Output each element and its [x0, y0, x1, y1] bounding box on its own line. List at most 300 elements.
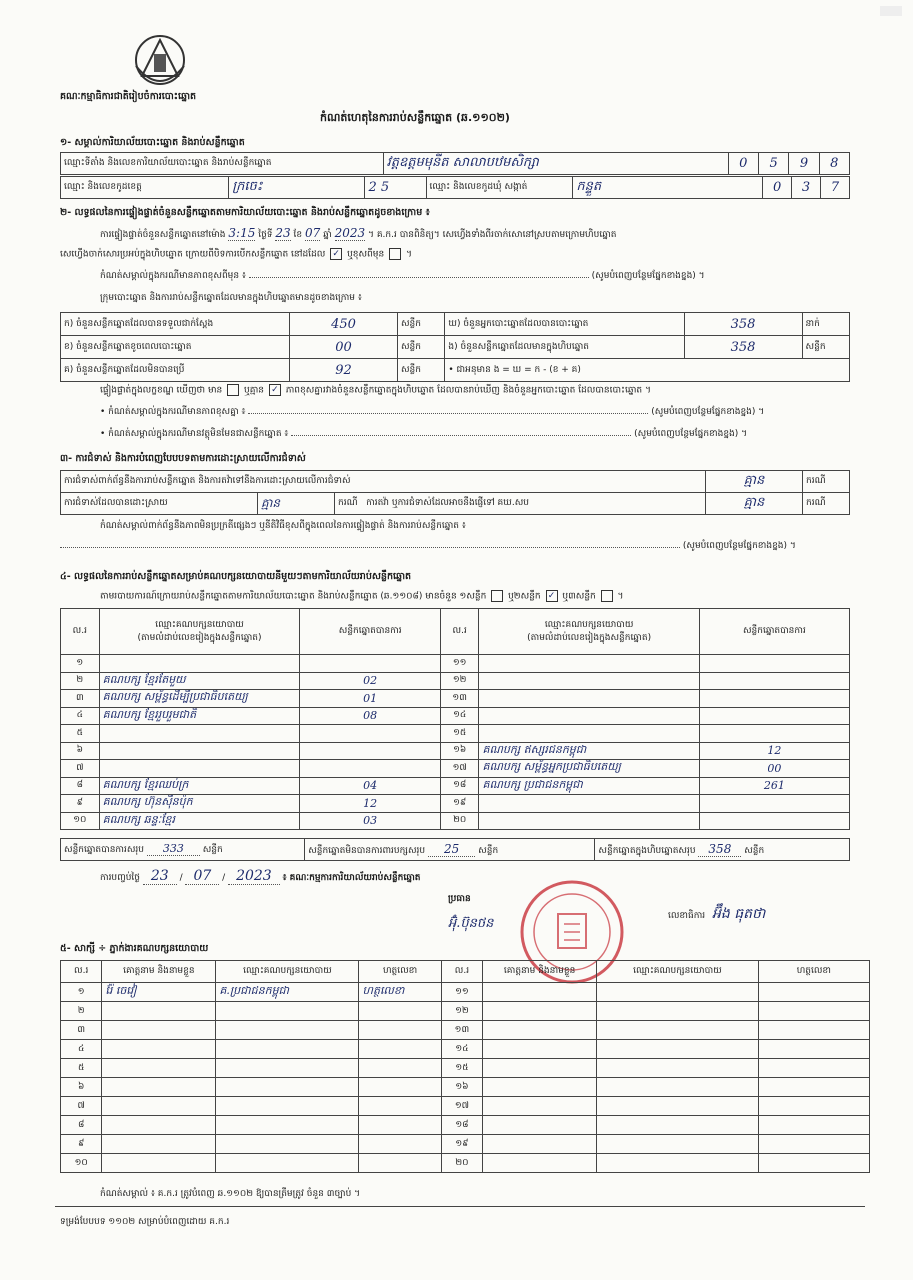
text: (សូមបំពេញបន្ថែមផ្នែកខាងខ្នង) ។	[651, 407, 765, 417]
row-number: ៦	[61, 742, 100, 760]
party-name: គណបក្ស សម្ព័ន្ធអ្នកប្រជាធិបតេយ្យ	[479, 760, 699, 778]
col-no: ល.រ	[61, 961, 102, 983]
code-digit: 0	[728, 153, 758, 175]
party-name: គណបក្ស ខ្មែរឈប់ក្រ	[99, 777, 300, 795]
col-no: ល.រ	[441, 961, 482, 983]
witness-signature	[359, 1097, 441, 1116]
secretary-signature: អ៊ឹង ធុតថា	[712, 906, 766, 922]
has-difference-checkbox[interactable]	[227, 384, 239, 396]
month-value: 07	[305, 226, 321, 240]
party-name: គណបក្ស ខ្មែររួបរួមជាតិ	[99, 707, 300, 725]
row-number: ៧	[61, 1097, 102, 1116]
witness-party	[597, 1078, 759, 1097]
witness-party	[216, 1002, 359, 1021]
text: ការបញ្ចប់ថ្ងៃ	[100, 873, 140, 883]
text: សន្លឹកឆ្នោតក្នុងហិបឆ្នោតសរុប	[598, 845, 696, 856]
col-party: ឈ្មោះគណបក្សនយោបាយ	[216, 961, 359, 983]
case-label: ករណី	[338, 498, 358, 508]
blank-line	[60, 547, 680, 548]
objection-label: ការជំទាស់ពាក់ព័ន្ធនឹងការរាប់សន្លឹកឆ្នោត និងការតវ៉ាទៅនឹងការដោះស្រាយលើការជំទាស់	[61, 471, 706, 493]
table-row	[61, 742, 850, 760]
unused-label: គ) ចំនួនសន្លឹកឆ្នោតដែលមិនបានប្រើ	[61, 359, 290, 382]
verification-paragraph	[100, 226, 616, 242]
text: (តាមលំដាប់លេខរៀងក្នុងសន្លឹកឆ្នោត)	[527, 632, 652, 643]
vote-count: 01	[300, 690, 440, 708]
valid-total	[61, 839, 305, 861]
col-votes: សន្លឹកឆ្នោតបានការ	[300, 609, 440, 655]
no-difference-checkbox[interactable]: ✓	[269, 384, 281, 396]
table-row	[61, 1135, 870, 1154]
witness-signature	[359, 1002, 441, 1021]
section-1-heading: ១- សម្គាល់ការិយាល័យបោះឆ្នោត និងរាប់សន្លឹកឆ្នោត	[60, 137, 245, 148]
text: • កំណត់សម្គាល់ក្នុងករណីមានភាពខុសគ្នា ៖	[100, 407, 246, 417]
text: សន្លឹកឆ្នោតមិនបានការពារបក្សសរុប	[308, 845, 426, 856]
witness-name	[483, 1116, 597, 1135]
party-name	[99, 655, 300, 673]
party-name	[479, 812, 699, 830]
witness-party	[597, 1154, 759, 1173]
footnote: កំណត់សម្គាល់ ៖ គ.ក.រ ត្រូវបំពេញ ឆ.១១០២ ឱ្យបានត្រឹមត្រូវ ចំនួន ៣ច្បាប់ ។	[100, 1189, 361, 1199]
witness-party	[597, 1021, 759, 1040]
row-number: ៤	[61, 707, 100, 725]
row-number: ១៦	[441, 1078, 482, 1097]
section-2-heading: ២- លទ្ធផលនៃការផ្ទៀងផ្ទាត់ចំនួនសន្លឹកឆ្នោតតាមការិយាល័យបោះឆ្នោត និងរាប់សន្លឹកឆ្នោតដូចខាងក្រោម ៖	[60, 207, 430, 218]
party-name: គណបក្ស ហ៊ុនស៊ីនប៉ុក	[99, 795, 300, 813]
vote-count	[699, 725, 849, 743]
irregularity-line	[60, 540, 850, 553]
objection-table	[60, 470, 850, 515]
witness-party	[216, 1116, 359, 1135]
text: ឬ៣សន្លឹក	[562, 591, 596, 602]
code-digit: 7	[821, 177, 850, 199]
row-number: ១៧	[441, 1097, 482, 1116]
row-number: ៧	[61, 760, 100, 778]
row-number: ១០	[61, 812, 100, 830]
col-votes: សន្លឹកឆ្នោតបានការ	[699, 609, 849, 655]
section-3-heading: ៣- ការជំទាស់ និងការបំពេញបែបបទតាមការដោះស្រាយលើការជំទាស់	[60, 453, 306, 464]
vote-count: 261	[699, 777, 849, 795]
in-box-value: 358	[684, 336, 802, 359]
witness-party	[216, 1040, 359, 1059]
table-row	[61, 655, 850, 673]
text: ឬខុសពីមុន	[347, 249, 385, 260]
witness-name	[483, 1097, 597, 1116]
table-row	[61, 1154, 870, 1173]
text: ថ្ងៃទី	[258, 230, 273, 240]
row-number: ៥	[61, 1059, 102, 1078]
col-party: ឈ្មោះគណបក្សនយោបាយ	[597, 961, 759, 983]
valid-total-value: 333	[147, 842, 200, 856]
spoiled-value: 00	[290, 336, 398, 359]
witness-party	[216, 1078, 359, 1097]
witness-signature	[758, 1097, 869, 1116]
witness-signature	[359, 1078, 441, 1097]
vote-count	[699, 672, 849, 690]
chair-label: ប្រធាន	[448, 894, 471, 904]
col-sign: ហត្ថលេខា	[758, 961, 869, 983]
text: (សូមបំពេញបន្ថែមផ្នែកខាងខ្នង) ។	[634, 429, 748, 439]
row-number: ១៤	[441, 1040, 482, 1059]
party-name: គណបក្ស ឥស្សរជនកម្ពុជា	[479, 742, 699, 760]
table-row	[61, 1116, 870, 1135]
party-name	[479, 672, 699, 690]
text: (សូមបំពេញបន្ថែមផ្នែកខាងខ្នង) ។	[682, 541, 796, 551]
three-sheet-checkbox[interactable]	[601, 590, 613, 602]
witness-signature	[758, 1154, 869, 1173]
row-number: ៤	[61, 1040, 102, 1059]
witness-party	[597, 1116, 759, 1135]
text: (សូមបំពេញបន្ថែមផ្នែកខាងខ្នង) ។	[591, 271, 705, 281]
two-sheet-checkbox[interactable]: ✓	[546, 590, 558, 602]
table-row	[61, 690, 850, 708]
text: • កំណត់សម្គាល់ក្នុងករណីមានវត្ថុមិនមែនជាសន្លឹកឆ្នោត ៖	[100, 429, 289, 439]
objection-value: គ្មាន	[706, 471, 803, 493]
blank-line	[249, 277, 589, 278]
witness-signature	[758, 1021, 869, 1040]
formula: • ជាអនុមាន ង = ឃ = ក - (ខ + គ)	[445, 359, 850, 382]
witness-signature	[359, 1135, 441, 1154]
witness-signature	[758, 983, 869, 1002]
witness-signature	[758, 1040, 869, 1059]
witness-name	[102, 1002, 216, 1021]
vote-count: 03	[300, 812, 440, 830]
corner-mark	[880, 6, 902, 16]
table-row	[61, 777, 850, 795]
text: ឈ្មោះគណបក្សនយោបាយ	[155, 619, 244, 630]
witness-party	[597, 1002, 759, 1021]
text: ឬ២សន្លឹក	[508, 591, 541, 602]
witness-party	[597, 1059, 759, 1078]
text: ផ្ទៀងផ្ទាត់ក្នុងលក្ខខណ្ឌ ឃើញថា មាន	[100, 385, 223, 396]
unit: សន្លឹក	[397, 359, 444, 382]
witness-party	[216, 1059, 359, 1078]
table-row	[61, 983, 870, 1002]
witness-name	[483, 1135, 597, 1154]
blank-line	[248, 413, 648, 414]
row-number: ៦	[61, 1078, 102, 1097]
witness-party	[597, 1040, 759, 1059]
table-row	[61, 795, 850, 813]
table-row	[61, 672, 850, 690]
page-title: កំណត់ហេតុនៃការរាប់សន្លឹកឆ្នោត (ឆ.១១០២)	[320, 111, 510, 124]
row-number: ៣	[61, 1021, 102, 1040]
text: ការតវ៉ា ឬការជំទាស់ដែលអាចនឹងផ្ញើទៅ គឃ.សប	[366, 498, 529, 508]
footer-divider	[55, 1206, 865, 1207]
irregularity-note: កំណត់សម្គាល់ពាក់ព័ន្ធនឹងភាពមិនប្រក្រតីផ្សេងៗ ឬនីតិវិធីខុសពីក្នុងពេលនៃការផ្ទៀងផ្ទាត់ និងការរាប់សន្លឹកឆ្នោត ៖	[100, 521, 466, 531]
row-number: ១៦	[440, 742, 479, 760]
row-number: ១០	[61, 1154, 102, 1173]
unit: នាក់	[802, 313, 849, 336]
party-name	[479, 725, 699, 743]
witness-name	[483, 1002, 597, 1021]
row-number: ៨	[61, 777, 100, 795]
code-digit: 0	[763, 177, 792, 199]
unit: សន្លឹក	[802, 336, 849, 359]
witness-party	[597, 1097, 759, 1116]
section-1-table-2	[60, 176, 850, 199]
case-label: ករណី	[803, 471, 850, 493]
unit: សន្លឹក	[478, 845, 499, 856]
witness-party	[597, 1135, 759, 1154]
unit: សន្លឹក	[744, 845, 765, 856]
text: តាមរបាយការណ៍ក្រោយរាប់សន្លឹកឆ្នោតតាមការិយាល័យបោះឆ្នោត និងរាប់សន្លឹកឆ្នោត (ឆ.១១០៨) មានចំនួន ១សន្លឹក	[100, 591, 487, 602]
table-row	[61, 1059, 870, 1078]
col-name: គោត្តនាម និងនាមខ្លួន	[102, 961, 216, 983]
party-name	[479, 707, 699, 725]
col-party	[99, 609, 300, 655]
witness-name	[483, 1040, 597, 1059]
chair-signature: អ៊ុំ.ប៊ុនថន	[448, 916, 494, 931]
table-row	[61, 1040, 870, 1059]
table-row	[61, 1097, 870, 1116]
code-digit: 8	[819, 153, 849, 175]
province-value: ក្រចេះ	[229, 177, 365, 199]
text: កំណត់សម្គាល់ក្នុងករណីមានភាពខុសពីមុន ៖	[100, 271, 246, 281]
vote-count: 00	[699, 760, 849, 778]
totals-table	[60, 838, 850, 861]
vote-count	[699, 655, 849, 673]
row-number: ១៧	[440, 760, 479, 778]
seal-paragraph: សេហ្វើងចាក់សោរប្រអប់ក្នុងហិបឆ្នោត ក្រោយពីបិទការបើកសន្លឹកឆ្នោត នៅដដែល ✓ ឬខុសពីមុន ។	[60, 249, 412, 260]
party-name	[99, 742, 300, 760]
vote-count	[300, 742, 440, 760]
witness-name	[102, 1021, 216, 1040]
box-total-value: 358	[698, 842, 741, 857]
witness-name	[102, 1040, 216, 1059]
vote-count	[300, 760, 440, 778]
vote-count: 08	[300, 707, 440, 725]
row-number: ២	[61, 1002, 102, 1021]
row-number: ២០	[441, 1154, 482, 1173]
text: សន្លឹកឆ្នោតបានការសរុប	[64, 845, 144, 855]
year-value: 2023	[334, 226, 366, 240]
witness-signature	[758, 1002, 869, 1021]
text: ការផ្ទៀងផ្ទាត់ចំនួនសន្លឹកឆ្នោតនៅម៉ោង	[100, 230, 226, 240]
difference-note-line	[100, 270, 850, 283]
national-emblem-icon	[128, 26, 192, 90]
table-row	[61, 760, 850, 778]
commune-label: ឈ្មោះ និងលេខកូដឃុំ សង្កាត់	[426, 177, 573, 199]
committee-name: គណៈកម្មាធិការជាតិរៀបចំការបោះឆ្នោត	[60, 91, 197, 102]
spoiled-label: ខ) ចំនួនសន្លឹកឆ្នោតខូចពេលបោះឆ្នោត	[61, 336, 290, 359]
row-number: ១៨	[441, 1116, 482, 1135]
vote-count: 04	[300, 777, 440, 795]
col-no: ល.រ	[61, 609, 100, 655]
bullet-difference	[100, 406, 850, 419]
code-digit: 9	[789, 153, 819, 175]
vote-count	[699, 795, 849, 813]
row-number: ១៥	[440, 725, 479, 743]
witness-name	[483, 983, 597, 1002]
location-value: វត្តឧត្តមមុនីត សាលាបឋមសិក្សា	[383, 153, 728, 175]
vote-count: 12	[300, 795, 440, 813]
text: សេហ្វើងចាក់សោរប្រអប់ក្នុងហិបឆ្នោត ក្រោយពីបិទការបើកសន្លឹកឆ្នោត នៅដដែល	[60, 249, 326, 260]
row-number: ២	[61, 672, 100, 690]
location-label: ឈ្មោះទីតាំង និងលេខការិយាល័យបោះឆ្នោត និងរាប់សន្លឹកឆ្នោត	[61, 153, 384, 175]
province-code: 2 5	[365, 177, 426, 199]
sheets-intro: តាមរបាយការណ៍ក្រោយរាប់សន្លឹកឆ្នោតតាមការិយាល័យបោះឆ្នោត និងរាប់សន្លឹកឆ្នោត (ឆ.១១០៨) មានចំនួន ១សន្លឹក ឬ២សន្លឹក ✓ ឬ៣សន្លឹក ។	[100, 591, 624, 602]
voters-value: 358	[684, 313, 802, 336]
table-row	[61, 1002, 870, 1021]
time-value: 3:15	[228, 226, 256, 240]
table-row	[61, 812, 850, 830]
witness-name	[102, 1154, 216, 1173]
unit: សន្លឹក	[202, 845, 223, 855]
witness-name	[483, 1154, 597, 1173]
witness-signature	[359, 1040, 441, 1059]
table-row	[61, 725, 850, 743]
witness-party	[597, 983, 759, 1002]
witness-name	[483, 1059, 597, 1078]
blank-line	[291, 435, 631, 436]
text: ៖ គណៈកម្មការការិយាល័យរាប់សន្លឹកឆ្នោត	[282, 873, 421, 883]
different-checkbox[interactable]	[389, 248, 401, 260]
vote-count	[699, 690, 849, 708]
made-day: 23	[143, 868, 177, 885]
party-name: គណបក្ស ខ្មែរតែមួយ	[99, 672, 300, 690]
section-5-heading: ៥- សាក្សី ÷ ភ្នាក់ងារគណបក្សនយោបាយ	[60, 943, 209, 954]
text: (តាមលំដាប់លេខរៀងក្នុងសន្លឹកឆ្នោត)	[137, 632, 262, 643]
one-sheet-checkbox[interactable]	[491, 590, 503, 602]
text: ឆ្នាំ	[323, 230, 332, 240]
party-name	[99, 725, 300, 743]
witness-signature	[359, 1059, 441, 1078]
completion-line: ការបញ្ចប់ថ្ងៃ 23 / 07 / 2023 ៖ គណៈកម្មការការិយាល័យរាប់សន្លឹកឆ្នោត	[100, 868, 421, 884]
province-label: ឈ្មោះ និងលេខកូដខេត្ត	[61, 177, 229, 199]
witness-name: រ៉ែ ចេវៀ	[102, 983, 216, 1002]
row-number: ៩	[61, 795, 100, 813]
table-row	[61, 707, 850, 725]
row-number: ១១	[441, 983, 482, 1002]
witness-table	[60, 960, 870, 1173]
row-number: ១៤	[440, 707, 479, 725]
party-name	[479, 795, 699, 813]
row-number: ១៩	[440, 795, 479, 813]
row-number: ១៥	[441, 1059, 482, 1078]
vote-count	[300, 655, 440, 673]
row-number: ៣	[61, 690, 100, 708]
witness-party: គ.ប្រជាជនកម្ពុជា	[216, 983, 359, 1002]
in-box-label: ង) ចំនួនសន្លឹកឆ្នោតដែលមានក្នុងហិបឆ្នោត	[445, 336, 684, 359]
witness-party	[216, 1135, 359, 1154]
vote-count	[699, 812, 849, 830]
witness-name	[483, 1021, 597, 1040]
row-number: ២០	[440, 812, 479, 830]
row-number: ១៩	[441, 1135, 482, 1154]
party-name	[479, 690, 699, 708]
col-sign: ហត្ថលេខា	[359, 961, 441, 983]
text: ឬគ្មាន	[243, 385, 264, 396]
witness-name	[102, 1135, 216, 1154]
vote-count: 02	[300, 672, 440, 690]
voters-label: ឃ) ចំនួនអ្នកបោះឆ្នោតដែលបានបោះឆ្នោត	[445, 313, 684, 336]
witness-party	[216, 1021, 359, 1040]
witness-party	[216, 1097, 359, 1116]
party-name	[99, 760, 300, 778]
witness-name	[102, 1059, 216, 1078]
box-total	[595, 839, 850, 861]
text: ភាពខុសគ្នារវាងចំនួនសន្លឹកឆ្នោតក្នុងហិបឆ្នោត ដែលបានរាប់ឃើញ និងចំនួនអ្នកបោះឆ្នោត ដែលបានបោះឆ្នោត ។	[285, 385, 651, 396]
col-no: ល.រ	[440, 609, 479, 655]
form-reference: ទម្រង់បែបបទ ១១០២ សម្រាប់បំពេញដោយ គ.ក.រ	[60, 1217, 230, 1227]
invalid-total-value: 25	[428, 842, 475, 857]
witness-party	[216, 1154, 359, 1173]
party-name: គណបក្ស ប្រជាជនកម្ពុជា	[479, 777, 699, 795]
forward-value: គ្មាន	[706, 493, 803, 515]
bullet-non-ballot	[100, 428, 850, 441]
row-number: ១៨	[440, 777, 479, 795]
row-number: ៨	[61, 1116, 102, 1135]
col-party	[479, 609, 699, 655]
text: ឈ្មោះគណបក្សនយោបាយ	[544, 619, 634, 630]
made-month: 07	[185, 868, 219, 885]
day-value: 23	[275, 226, 291, 240]
code-digit: 5	[758, 153, 788, 175]
witness-signature: ហត្ថលេខា	[359, 983, 441, 1002]
witness-name	[102, 1116, 216, 1135]
row-number: ៥	[61, 725, 100, 743]
party-name: គណបក្ស សម្ព័ន្ធដើម្បីប្រជាធិបតេយ្យ	[99, 690, 300, 708]
witness-name	[483, 1078, 597, 1097]
witness-name	[102, 1097, 216, 1116]
received-value: 450	[290, 313, 398, 336]
secretary-label: លេខាធិការ	[668, 911, 706, 921]
unit: សន្លឹក	[397, 313, 444, 336]
made-year: 2023	[228, 868, 280, 885]
row-number: ១២	[441, 1002, 482, 1021]
ballot-count-table	[60, 312, 850, 382]
vote-count	[699, 707, 849, 725]
row-number: ១៣	[440, 690, 479, 708]
witness-signature	[359, 1021, 441, 1040]
table-row	[61, 1078, 870, 1097]
code-digit: 3	[792, 177, 821, 199]
received-label: ក) ចំនួនសន្លឹកឆ្នោតដែលបានទទួលជាក់ស្ដែង	[61, 313, 290, 336]
witness-signature	[758, 1078, 869, 1097]
row-number: ៩	[61, 1135, 102, 1154]
witness-signature	[359, 1154, 441, 1173]
resolved-value: គ្មាន	[258, 493, 335, 515]
forward-label	[335, 493, 706, 515]
witness-signature	[758, 1116, 869, 1135]
text: ខែ	[293, 230, 303, 240]
section-1-table	[60, 152, 850, 175]
witness-signature	[359, 1116, 441, 1135]
row-number: ១	[61, 983, 102, 1002]
witness-signature	[758, 1059, 869, 1078]
row-number: ១២	[440, 672, 479, 690]
table-row	[61, 1021, 870, 1040]
col-name: គោត្តនាម និងនាមខ្លួន	[483, 961, 597, 983]
unit: សន្លឹក	[397, 336, 444, 359]
unused-value: 92	[290, 359, 398, 382]
ballot-intro: ក្រុមបោះឆ្នោត និងការរាប់សន្លឹកឆ្នោតដែលមានក្នុងហិបឆ្នោតមានដូចខាងក្រោម ៖	[100, 293, 362, 303]
difference-check	[100, 384, 651, 398]
section-4-heading: ៤- លទ្ធផលនៃការរាប់សន្លឹកឆ្នោតសម្រាប់គណបក្សនយោបាយនីមួយៗតាមការិយាល័យរាប់សន្លឹកឆ្នោត	[60, 571, 412, 582]
same-checkbox[interactable]: ✓	[330, 248, 342, 260]
vote-count	[300, 725, 440, 743]
witness-signature	[758, 1135, 869, 1154]
invalid-total	[305, 839, 595, 861]
witness-name	[102, 1078, 216, 1097]
party-name: គណបក្ស ឆន្ទៈខ្មែរ	[99, 812, 300, 830]
row-number: ១១	[440, 655, 479, 673]
vote-count: 12	[699, 742, 849, 760]
party-name	[479, 655, 699, 673]
commune-value: កន្ទួត	[573, 177, 763, 199]
case-label: ករណី	[803, 493, 850, 515]
text: ។ គ.ក.រ បានពិនិត្យ។ សេហ្វើងទាំងពីរចាក់សោនៅស្របតាមក្រោមហិបឆ្នោត	[368, 230, 617, 240]
